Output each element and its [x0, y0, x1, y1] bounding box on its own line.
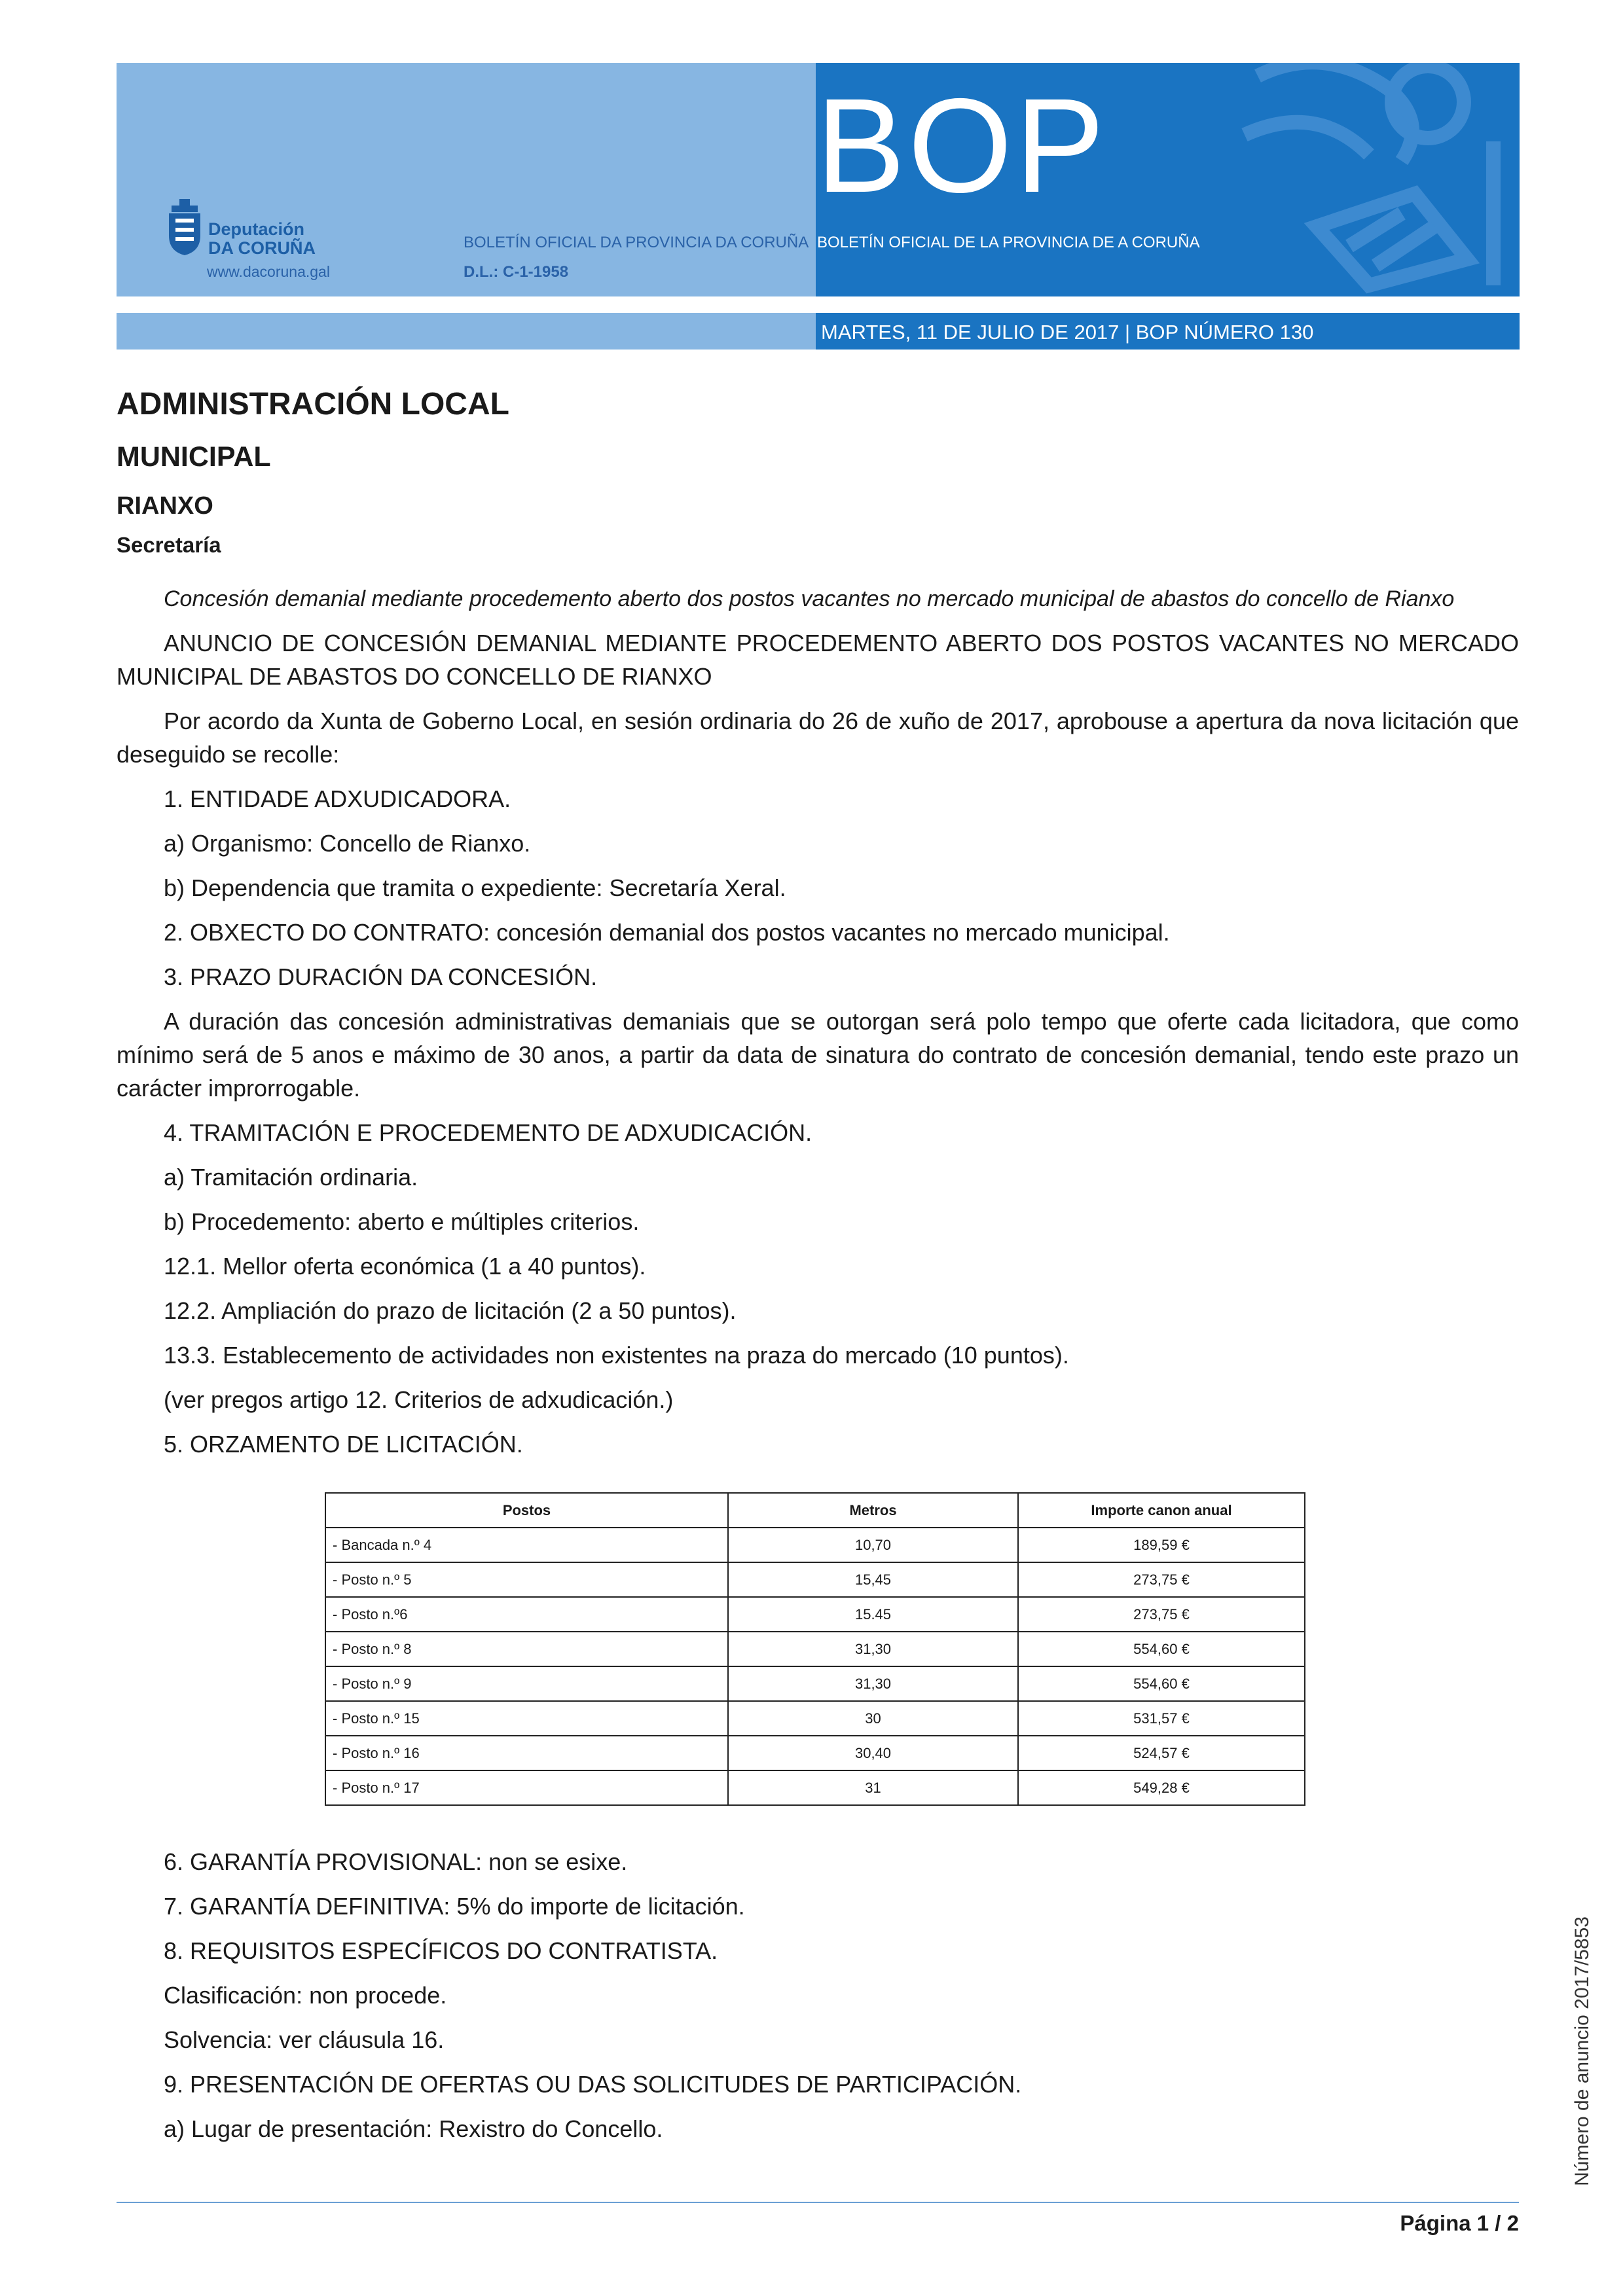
cell-importe: 554,60 € — [1018, 1632, 1305, 1666]
section-1-a: a) Organismo: Concello de Rianxo. — [164, 830, 531, 857]
column-header-importe: Importe canon anual — [1018, 1493, 1305, 1528]
cell-posto: - Posto n.º 16 — [325, 1736, 728, 1770]
logo-line-1: Deputación — [208, 219, 305, 239]
cell-importe: 273,75 € — [1018, 1597, 1305, 1632]
cell-posto: - Posto n.º 15 — [325, 1701, 728, 1736]
section-4-heading: 4. TRAMITACIÓN E PROCEDEMENTO DE ADXUDICACIÓN. — [164, 1119, 812, 1146]
section-7-label: 7. GARANTÍA DEFINITIVA: — [164, 1893, 450, 1920]
coat-of-arms-decoration — [1153, 63, 1520, 296]
cell-importe: 554,60 € — [1018, 1666, 1305, 1701]
title-spanish: BOLETÍN OFICIAL DE LA PROVINCIA DE A CORUÑA — [817, 234, 1200, 251]
budget-table — [325, 1492, 1305, 1806]
table-row — [325, 1597, 1305, 1632]
footer-divider — [117, 2202, 1519, 2203]
announcement-title: ANUNCIO DE CONCESIÓN DEMANIAL MEDIANTE PROCEDEMENTO ABERTO DOS POSTOS VACANTES NO MERCADO MUNICIPAL DE ABASTOS DO CONCELLO DE RIANXO — [117, 630, 1519, 690]
criterion-12-1: 12.1. Mellor oferta económica (1 a 40 puntos). — [164, 1253, 646, 1280]
section-2 — [117, 916, 1519, 949]
issue-date: MARTES, 11 DE JULIO DE 2017 | BOP NÚMERO 130 — [821, 321, 1314, 344]
cell-posto: - Bancada n.º 4 — [325, 1528, 728, 1562]
criterion-12-2: 12.2. Ampliación do prazo de licitación (2 a 50 puntos). — [164, 1297, 737, 1324]
deputacion-logo-icon — [165, 198, 204, 257]
logo-line-2: DA CORUÑA — [208, 238, 316, 258]
table-row — [325, 1736, 1305, 1770]
table-row — [325, 1528, 1305, 1562]
cell-metros: 30 — [728, 1701, 1018, 1736]
legal-deposit: D.L.: C-1-1958 — [464, 263, 569, 281]
section-subtitle: MUNICIPAL — [117, 441, 271, 473]
cell-posto: - Posto n.º 17 — [325, 1770, 728, 1805]
cell-metros: 30,40 — [728, 1736, 1018, 1770]
section-title: ADMINISTRACIÓN LOCAL — [117, 387, 509, 422]
section-1-heading: 1. ENTIDADE ADXUDICADORA. — [164, 785, 511, 812]
cell-posto: - Posto n.º6 — [325, 1597, 728, 1632]
announcement-number: Número de anuncio 2017/5853 — [1571, 1916, 1593, 2186]
criterion-13-3: 13.3. Establecemento de actividades non existentes na praza do mercado (10 puntos). — [164, 1342, 1069, 1369]
section-2-text: : concesión demanial dos postos vacantes no mercado municipal. — [483, 919, 1170, 946]
table-row — [325, 1666, 1305, 1701]
cell-importe: 189,59 € — [1018, 1528, 1305, 1562]
cell-posto: - Posto n.º 5 — [325, 1562, 728, 1597]
section-6-label: 6. GARANTÍA PROVISIONAL: — [164, 1848, 483, 1875]
section-1-b: b) Dependencia que tramita o expediente: Secretaría Xeral. — [164, 874, 786, 901]
subject-line: Concesión demanial mediante procedemento aberto dos postos vacantes no mercado municipal de abastos do concello de Rianxo — [164, 586, 1455, 611]
section-4-b: b) Procedemento: aberto e múltiples criterios. — [164, 1208, 640, 1235]
section-7 — [117, 1890, 1519, 1923]
section-3-text: A duración das concesión administrativas demaniais que se outorgan será polo tempo que oferte cada licitadora, que como mínimo será de 5 anos e máximo de 30 anos, a partir da data de sinatura do contrato de concesión demanial, tendo este prazo un carácter improrrogable. — [117, 1008, 1519, 1102]
title-galician: BOLETÍN OFICIAL DA PROVINCIA DA CORUÑA — [464, 234, 809, 251]
page-number: Página 1 / 2 — [1400, 2211, 1519, 2235]
table-row — [325, 1632, 1305, 1666]
cell-posto: - Posto n.º 8 — [325, 1632, 728, 1666]
cell-importe: 531,57 € — [1018, 1701, 1305, 1736]
criteria-reference: (ver pregos artigo 12. Criterios de adxudicación.) — [164, 1386, 674, 1413]
cell-metros: 15,45 — [728, 1562, 1018, 1597]
cell-metros: 31 — [728, 1770, 1018, 1805]
column-header-metros: Metros — [728, 1493, 1018, 1528]
section-9-a: a) Lugar de presentación: Rexistro do Concello. — [164, 2115, 663, 2142]
date-bar-left — [117, 313, 816, 350]
website-link[interactable]: www.dacoruna.gal — [207, 263, 330, 280]
column-header-postos: Postos — [325, 1493, 728, 1528]
cell-importe: 549,28 € — [1018, 1770, 1305, 1805]
section-8-heading: 8. REQUISITOS ESPECÍFICOS DO CONTRATISTA. — [164, 1937, 718, 1964]
section-8-solvency: Solvencia: ver cláusula 16. — [164, 2026, 445, 2053]
section-7-text: 5% do importe de licitación. — [450, 1893, 745, 1920]
table-row — [325, 1701, 1305, 1736]
cell-metros: 15.45 — [728, 1597, 1018, 1632]
table-row — [325, 1770, 1305, 1805]
municipality-heading: RIANXO — [117, 492, 213, 520]
cell-metros: 31,30 — [728, 1632, 1018, 1666]
cell-importe: 273,75 € — [1018, 1562, 1305, 1597]
cell-importe: 524,57 € — [1018, 1736, 1305, 1770]
section-6-text: non se esixe. — [482, 1848, 628, 1875]
section-6 — [117, 1845, 1519, 1878]
section-4-a: a) Tramitación ordinaria. — [164, 1164, 418, 1191]
section-8-classification: Clasificación: non procede. — [164, 1982, 447, 2009]
table-header-row — [325, 1493, 1305, 1528]
section-3-heading: 3. PRAZO DURACIÓN DA CONCESIÓN. — [164, 963, 598, 990]
bop-title: BOP — [816, 71, 1107, 221]
budget-table-wrapper — [325, 1492, 1519, 1806]
section-5-heading: 5. ORZAMENTO DE LICITACIÓN. — [164, 1431, 523, 1458]
section-2-label: 2. OBXECTO DO CONTRATO — [164, 919, 484, 946]
document-body — [117, 583, 1519, 2157]
table-row — [325, 1562, 1305, 1597]
header-band-left — [117, 63, 816, 296]
intro-paragraph: Por acordo da Xunta de Goberno Local, en sesión ordinaria do 26 de xuño de 2017, aprobouse a apertura da nova licitación que deseguido se recolle: — [117, 708, 1519, 768]
cell-metros: 31,30 — [728, 1666, 1018, 1701]
section-9-heading: 9. PRESENTACIÓN DE OFERTAS OU DAS SOLICITUDES DE PARTICIPACIÓN. — [164, 2071, 1022, 2098]
logo-text — [208, 220, 316, 258]
cell-metros: 10,70 — [728, 1528, 1018, 1562]
department-heading: Secretaría — [117, 533, 221, 557]
cell-posto: - Posto n.º 9 — [325, 1666, 728, 1701]
